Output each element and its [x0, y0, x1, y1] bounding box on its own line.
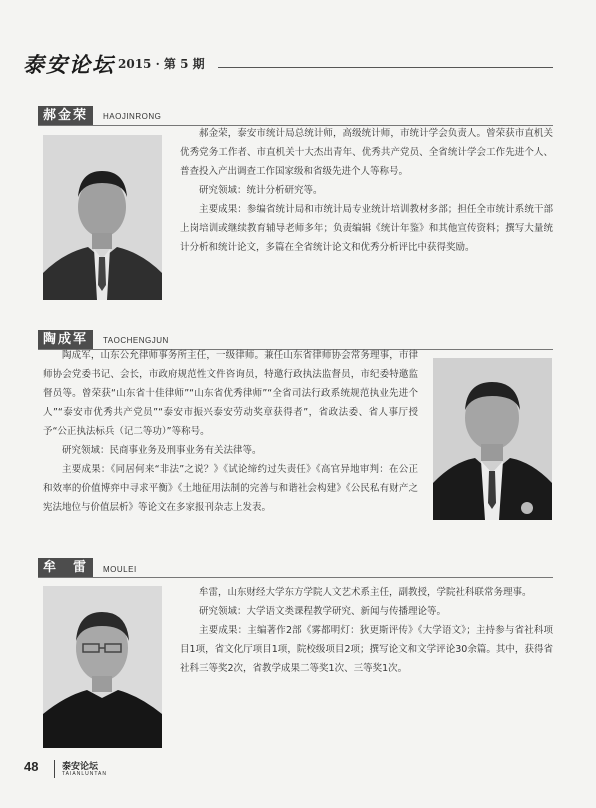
portrait-silhouette-icon	[433, 358, 552, 520]
magazine-logo: 泰安论坛	[23, 52, 115, 77]
footer-logo: 泰安论坛	[62, 762, 99, 772]
profile-bio	[180, 124, 553, 257]
research-field: 研究领域：统计分析研究等。	[199, 185, 323, 196]
portrait-photo	[43, 135, 162, 300]
research-field: 研究领域：民商事业务及刑事业务有关法律等。	[62, 445, 262, 456]
portrait-photo	[43, 586, 162, 748]
issue-label: 2015 · 第 5 期	[118, 57, 205, 71]
main-achievements: 主要成果：参编省统计局和市统计局专业统计培训教材多部；担任全市统计系统干部上岗培训或继续教育辅导老师多年；负责编辑《统计年鉴》和其他宣传资料；撰写大量统计分析和统计论文，多篇在全省统计论文和优秀分析评比中获得奖励。	[180, 204, 553, 253]
footer-logo-pinyin: TAIANLUNTAN	[62, 771, 107, 777]
profile-name-tag: 陶成军	[38, 330, 93, 349]
profile-pinyin: TAOCHENGJUN	[103, 336, 169, 345]
profile-bio	[180, 583, 553, 678]
profile-pinyin: HAOJINRONG	[103, 112, 162, 121]
footer-divider	[54, 760, 55, 778]
magazine-header	[23, 49, 553, 75]
research-field: 研究领域：大学语文类课程教学研究、新闻与传播理论等。	[199, 606, 447, 617]
profile-bio	[43, 346, 418, 517]
bio-paragraph: 郝金荣，泰安市统计局总统计师，高级统计师，市统计学会负责人。曾荣获市直机关优秀党务工作者、市直机关十大杰出青年、优秀共产党员、全省统计学会工作先进个人、普查投入产出调查工作国家级和省级先进个人等称号。	[180, 128, 553, 177]
header-rule	[218, 67, 553, 68]
bio-paragraph: 陶成军，山东公允律师事务所主任，一级律师。兼任山东省律师协会常务理事，市律师协会党委书记、会长，市政府规范性文件咨询员，特邀行政执法监督员，市纪委特邀监督员等。曾荣获“山东省十佳律师”“山东省优秀律师”“全省司法行政系统规范执业先进个人”“泰安市优秀共产党员”“泰安市振兴泰安劳动奖章获得者”，省政法委、省人事厅授予“公正执法标兵（记二等功）”等称号。	[43, 350, 418, 437]
profile-pinyin: MOULEI	[103, 565, 137, 574]
bio-paragraph: 牟雷，山东财经大学东方学院人文艺术系主任，副教授，学院社科联常务理事。	[199, 587, 532, 598]
section-rule	[38, 577, 553, 578]
profile-name-tag: 牟 雷	[38, 558, 93, 577]
portrait-silhouette-icon	[43, 586, 162, 748]
page-number: 48	[24, 759, 39, 774]
profile-name-tag: 郝金荣	[38, 106, 93, 125]
main-achievements: 主要成果：《同居何来“非法”之说？》《试论缔约过失责任》《高官异地审判：在公正和效率的价值博弈中寻求平衡》《土地征用法制的完善与和谐社会构建》《公民私有财产之宪法地位与价值层析》等论文在多家报刊杂志上发表。	[43, 464, 418, 513]
portrait-silhouette-icon	[43, 135, 162, 300]
main-achievements: 主要成果：主编著作2部《雾都明灯：狄更斯评传》《大学语文》；主持参与省社科项目1项，省文化厅项目1项，院校级项目2项；撰写论文和文学评论30余篇。其中，获得省社科三等奖2次，省教学成果二等奖1次、三等奖1次。	[180, 625, 553, 674]
portrait-photo	[433, 358, 552, 520]
